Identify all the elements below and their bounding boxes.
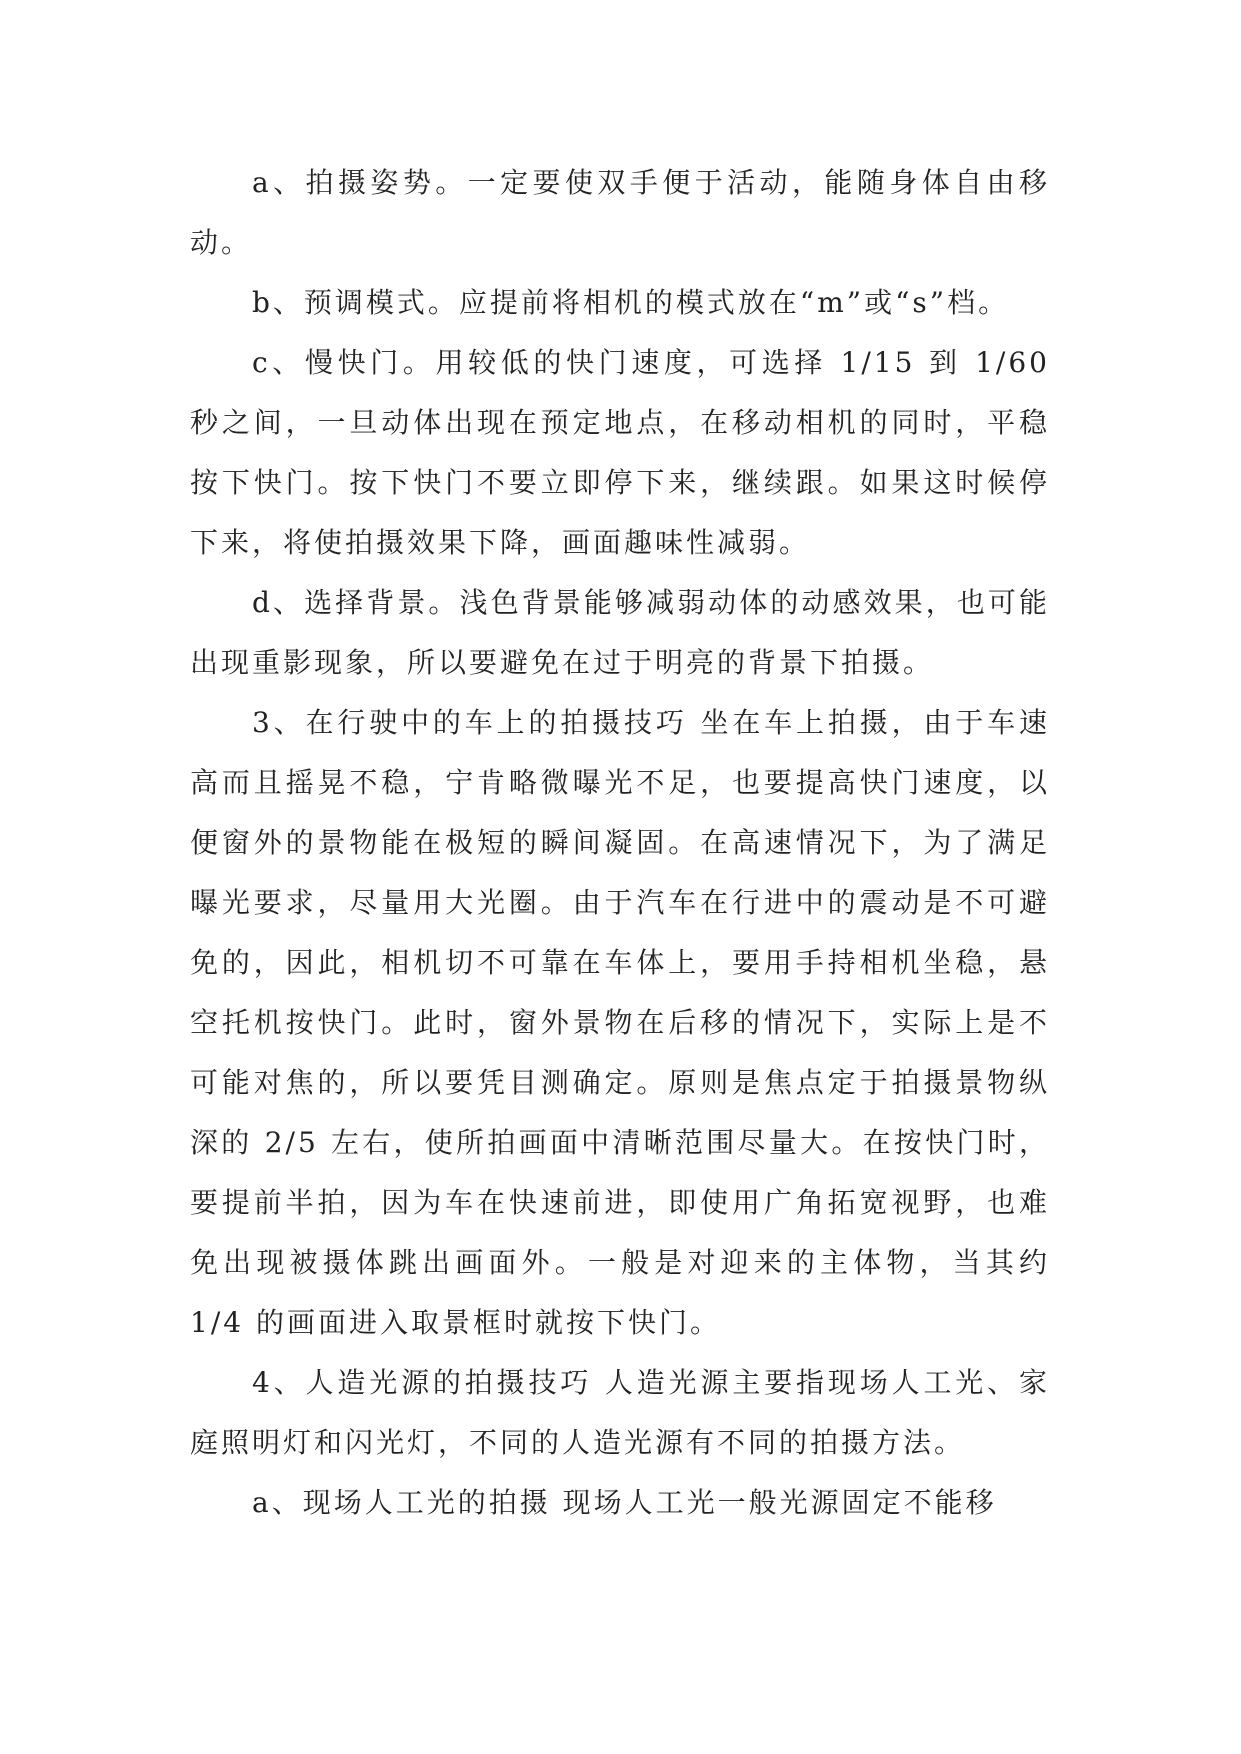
paragraph-moving-vehicle: 3、在行驶中的车上的拍摄技巧 坐在车上拍摄，由于车速高而且摇晃不稳，宁肯略微曝光不足，也要提高快门速度，以便窗外的景物能在极短的瞬间凝固。在高速情况下，为了满足曝光要求，尽量用大光圈。由于汽车在行进中的震动是不可避免的，因此，相机切不可靠在车体上，要用手持相机坐稳，悬空托机按快门。此时，窗外景物在后移的情况下，实际上是不可能对焦的，所以要凭目测确定。原则是焦点定于拍摄景物纵深的 2/5 左右，使所拍画面中清晰范围尽量大。在按快门时，要提前半拍，因为车在快速前进，即使用广角拓宽视野，也难免出现被摄体跳出画面外。一般是对迎来的主体物，当其约 1/4 的画面进入取景框时就按下快门。 <box>190 706 1050 1339</box>
paragraph-preset-mode: b、预调模式。应提前将相机的模式放在“m”或“s”档。 <box>252 286 1010 319</box>
paragraph-shooting-posture: a、拍摄姿势。一定要使双手便于活动，能随身体自由移动。 <box>190 166 1050 259</box>
paragraph-choose-background: d、选择背景。浅色背景能够减弱动体的动感效果，也可能出现重影现象，所以要避免在过于明亮的背景下拍摄。 <box>190 586 1050 679</box>
paragraph-slow-shutter: c、慢快门。用较低的快门速度，可选择 1/15 到 1/60 秒之间，一旦动体出现在预定地点，在移动相机的同时，平稳按下快门。按下快门不要立即停下来，继续跟。如果这时候停下来，将使拍摄效果下降，画面趣味性减弱。 <box>190 346 1050 559</box>
paragraph-onsite-artificial-light: a、现场人工光的拍摄 现场人工光一般光源固定不能移 <box>252 1486 997 1519</box>
paragraph-artificial-light: 4、人造光源的拍摄技巧 人造光源主要指现场人工光、家庭照明灯和闪光灯，不同的人造光源有不同的拍摄方法。 <box>190 1366 1050 1459</box>
document-body <box>190 153 1050 1533</box>
